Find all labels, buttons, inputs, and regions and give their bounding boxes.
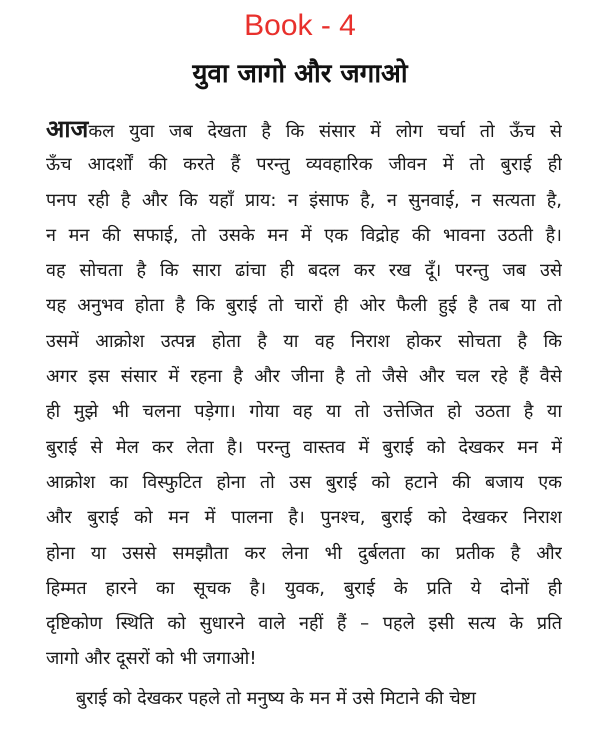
paragraph-1 xyxy=(46,112,562,677)
text-line: हिम्मत हारने का सूचक है। युवक, बुराई के प्रति ये दोनों ही xyxy=(46,577,562,599)
text-line: और बुराई को मन में पालना है। पुनश्च, बुराई को देखकर निराश xyxy=(46,507,562,529)
text-line: उसमें आक्रोश उत्पन्न होता है या वह निराश होकर सोचता है कि xyxy=(46,330,562,352)
text-line: ही मुझे भी चलना पड़ेगा। गोया वह या तो उत्तेजित हो उठता है या xyxy=(46,401,562,423)
text-line: जागो और दूसरों को भी जगाओ! xyxy=(46,648,257,670)
text-line: आक्रोश का विस्फुटित होना तो उस बुराई को हटाने की बजाय एक xyxy=(46,471,562,493)
text-line: पनप रही है और कि यहाँ प्राय: न इंसाफ है, न सुनवाई, न सत्यता है, xyxy=(46,189,562,211)
text-line: बुराई से मेल कर लेता है। परन्तु वास्तव में बुराई को देखकर मन में xyxy=(46,436,562,458)
text-line: होना या उससे समझौता कर लेना भी दुर्बलता का प्रतीक है और xyxy=(46,542,562,564)
drop-cap: आज xyxy=(46,115,89,143)
page-title: युवा जागो और जगाओ xyxy=(192,59,408,89)
paragraph-2 xyxy=(46,681,562,716)
text-line: अगर इस संसार में रहना है और जीना है तो जैसे और चल रहे हैं वैसे xyxy=(46,366,562,388)
text-line-content: कल युवा जब देखता है कि संसार में लोग चर्चा तो ऊँच से xyxy=(88,121,562,142)
article-body xyxy=(46,112,562,716)
text-line: बुराई को देखकर पहले तो मनुष्य के मन में उसे मिटाने की चेष्टा xyxy=(76,687,476,709)
text-line xyxy=(46,112,562,147)
text-line: वह सोचता है कि सारा ढांचा ही बदल कर रख दूँ। परन्तु जब उसे xyxy=(46,260,562,282)
text-line: ऊँच आदर्शों की करते हैं परन्तु व्यवहारिक जीवन में तो बुराई ही xyxy=(46,154,562,176)
book-label: Book - 4 xyxy=(244,9,356,42)
text-line: न मन की सफाई, तो उसके मन में एक विद्रोह की भावना उठती है। xyxy=(46,224,562,246)
text-line: दृष्टिकोण स्थिति को सुधारने वाले नहीं हैं – पहले इसी सत्य के प्रति xyxy=(46,613,562,635)
text-line: यह अनुभव होता है कि बुराई तो चारों ही ओर फैली हुई है तब या तो xyxy=(46,295,562,317)
